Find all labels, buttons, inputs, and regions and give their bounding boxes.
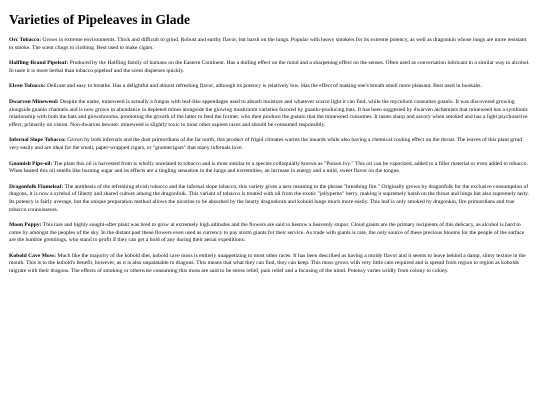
- entry-text: Delicate and easy to breathe. Has a delightful and almost refreshing flavor, although its potency is relatively low. Has the effect of making one's breath smell more pleasant. Best used in hookahs.: [46, 83, 482, 90]
- entry-paragraph: [9, 137, 531, 152]
- entry-paragraph: [9, 222, 531, 245]
- entry-paragraph: [9, 60, 531, 75]
- entry-name: Orc Tobacco:: [9, 37, 42, 43]
- entry-text: This rare and highly sought-after plant was bred to grow at extremely high altitudes and the flowers are said to bestow a heavenly stupor. Cloud giants are the primary recipients of this delicacy, as alcohol is hard to come by amongst the peoples of the sky. In the distant past these flowers even used as currency to pay storm giants for their service. As trade with giants is rare, the only source of these precious blooms for the people of the surface are the humble gremlings, who stand to profit if they can get a hold of any during their aerial expeditions.: [9, 222, 525, 244]
- entry-name: Dwarven Mineweed:: [9, 98, 59, 105]
- entry-name: Kobold Cave Moss:: [9, 252, 56, 259]
- entry-name: Gnomish Pipe-oil:: [9, 160, 53, 167]
- page-title: Varieties of Pipeleaves in Glade: [9, 12, 190, 27]
- entry-paragraph: [9, 37, 531, 52]
- entry-text: Much like the majority of the kobold diet, kobold cave moss is entirely unappetizing to most other races. It has been described as having a moldy flavor and it seems to leave behind a damp, slimy texture in the mouth. This is to the kobold's benefit, however, as it is also unpalatable to dragons. This means that what they can find, they can keep. This moss grows with very little care required and is spread from region to region as kobolds migrate with their dragons. The effects of smoking or otherwise consuming this moss are said to be stress relief, pain relief and a focusing of the mind. Potency varies wildly from colony to colony.: [9, 252, 526, 275]
- entry-text: Grows in extreme environments. Thick and difficult to grind. Robust and earthy flavor, but harsh on the lungs. Popular with heavy smokers for its extreme potency, as well as dragonkin whose lungs are more resistant to smoke. The scent clings to clothing. Best used to make cigars.: [9, 37, 527, 51]
- entry-paragraph: [9, 184, 531, 214]
- entry-paragraph: [9, 161, 531, 176]
- entry-paragraph: [9, 99, 531, 129]
- entry-text: The plant this oil is harvested from is wholly unrelated to tobacco and is most similar to a species colloquially known as "Poison Ivy." This oil can be vaporized, added to a filler material or even added to tobacco. When heated this oil smells like burning sugar and its effects are a tingling sensation in the lungs and extremities, an increase in energy and a mild, sweet flavor on the tongue.: [9, 160, 528, 175]
- entry-paragraph: [9, 83, 531, 91]
- entry-paragraph: [9, 253, 531, 276]
- entry-text: Grown by both infernals and the dust primordians of the far north, this product of frigid climates warms the innards while also having a chemical cooling effect on the throat. The leaves of this plant grind very easily and are ideal for the small, paper-wrapped cigars, or "gnomecigars" that many infernals love.: [9, 137, 523, 151]
- entry-list: [9, 37, 531, 276]
- entry-name: Infernal Slope Tobacco:: [9, 137, 66, 144]
- entry-name: Moon Poppy:: [9, 222, 42, 229]
- entry-text: Produced by the Halfling family of humans on the Eastern Continent. Has a dulling effect on the mind and a sharpening effect on the senses. Often used as conversation lubricant in a similar way to alcohol. In taste it is more herbal than tobacco pipeleaf and the scent disperses quickly.: [9, 60, 530, 74]
- entry-name: Elven Tobacco:: [9, 83, 46, 90]
- entry-text: The antithesis of the refreshing elvish tobacco and the infernal slope tobacco, this variety gives a new meaning to the phrase "breathing fire." Originally grown by dragonfolk for the exclusive consumption of dragons, it is now a symbol of liberty and shared culture among the dragonfolk. This variant of tobacco is treated with oil from the exotic "jellypemo" berry, making it supremely harsh on the throat and lungs but also supremely tasty. Its potency is fairly average, but the unique preparation method allows the nicotine to be absorbed by the hearty dragonborn and kobold lungs much more easily. This leaf is only smoked by dragonkin, fire primordians and true tobacco connoisseurs.: [9, 183, 529, 213]
- entry-name: Halfling-Brand Pipeleaf:: [9, 60, 69, 67]
- entry-text: Despite the name, mineweed is actually a fungus with leaf-like appendages used to absorb moisture and whatever scarce light it can find, while the mycelium consumes guanlo. It was discovered growing alongside guanlo channels and is now grown in abundance in depleted mines alongside the glowing mushroom varieties favored by guanlo-producing bats. It has been suggested by dwarven alchemists that mineweed has a symbiotic relationship with both the bats and glowshrooms, promoting the growth of the latter to feed the former, who then produce the guanlo that the mineweed consumes. It tastes sharp and savory when smoked and has a light psychoactive effect, primarily on vision. Non-dwarves beware: mineweed is slightly toxic to most other sapient races and should be consumed responsibly.: [9, 98, 529, 128]
- entry-name: Dragonfolk Flameleaf:: [9, 183, 64, 190]
